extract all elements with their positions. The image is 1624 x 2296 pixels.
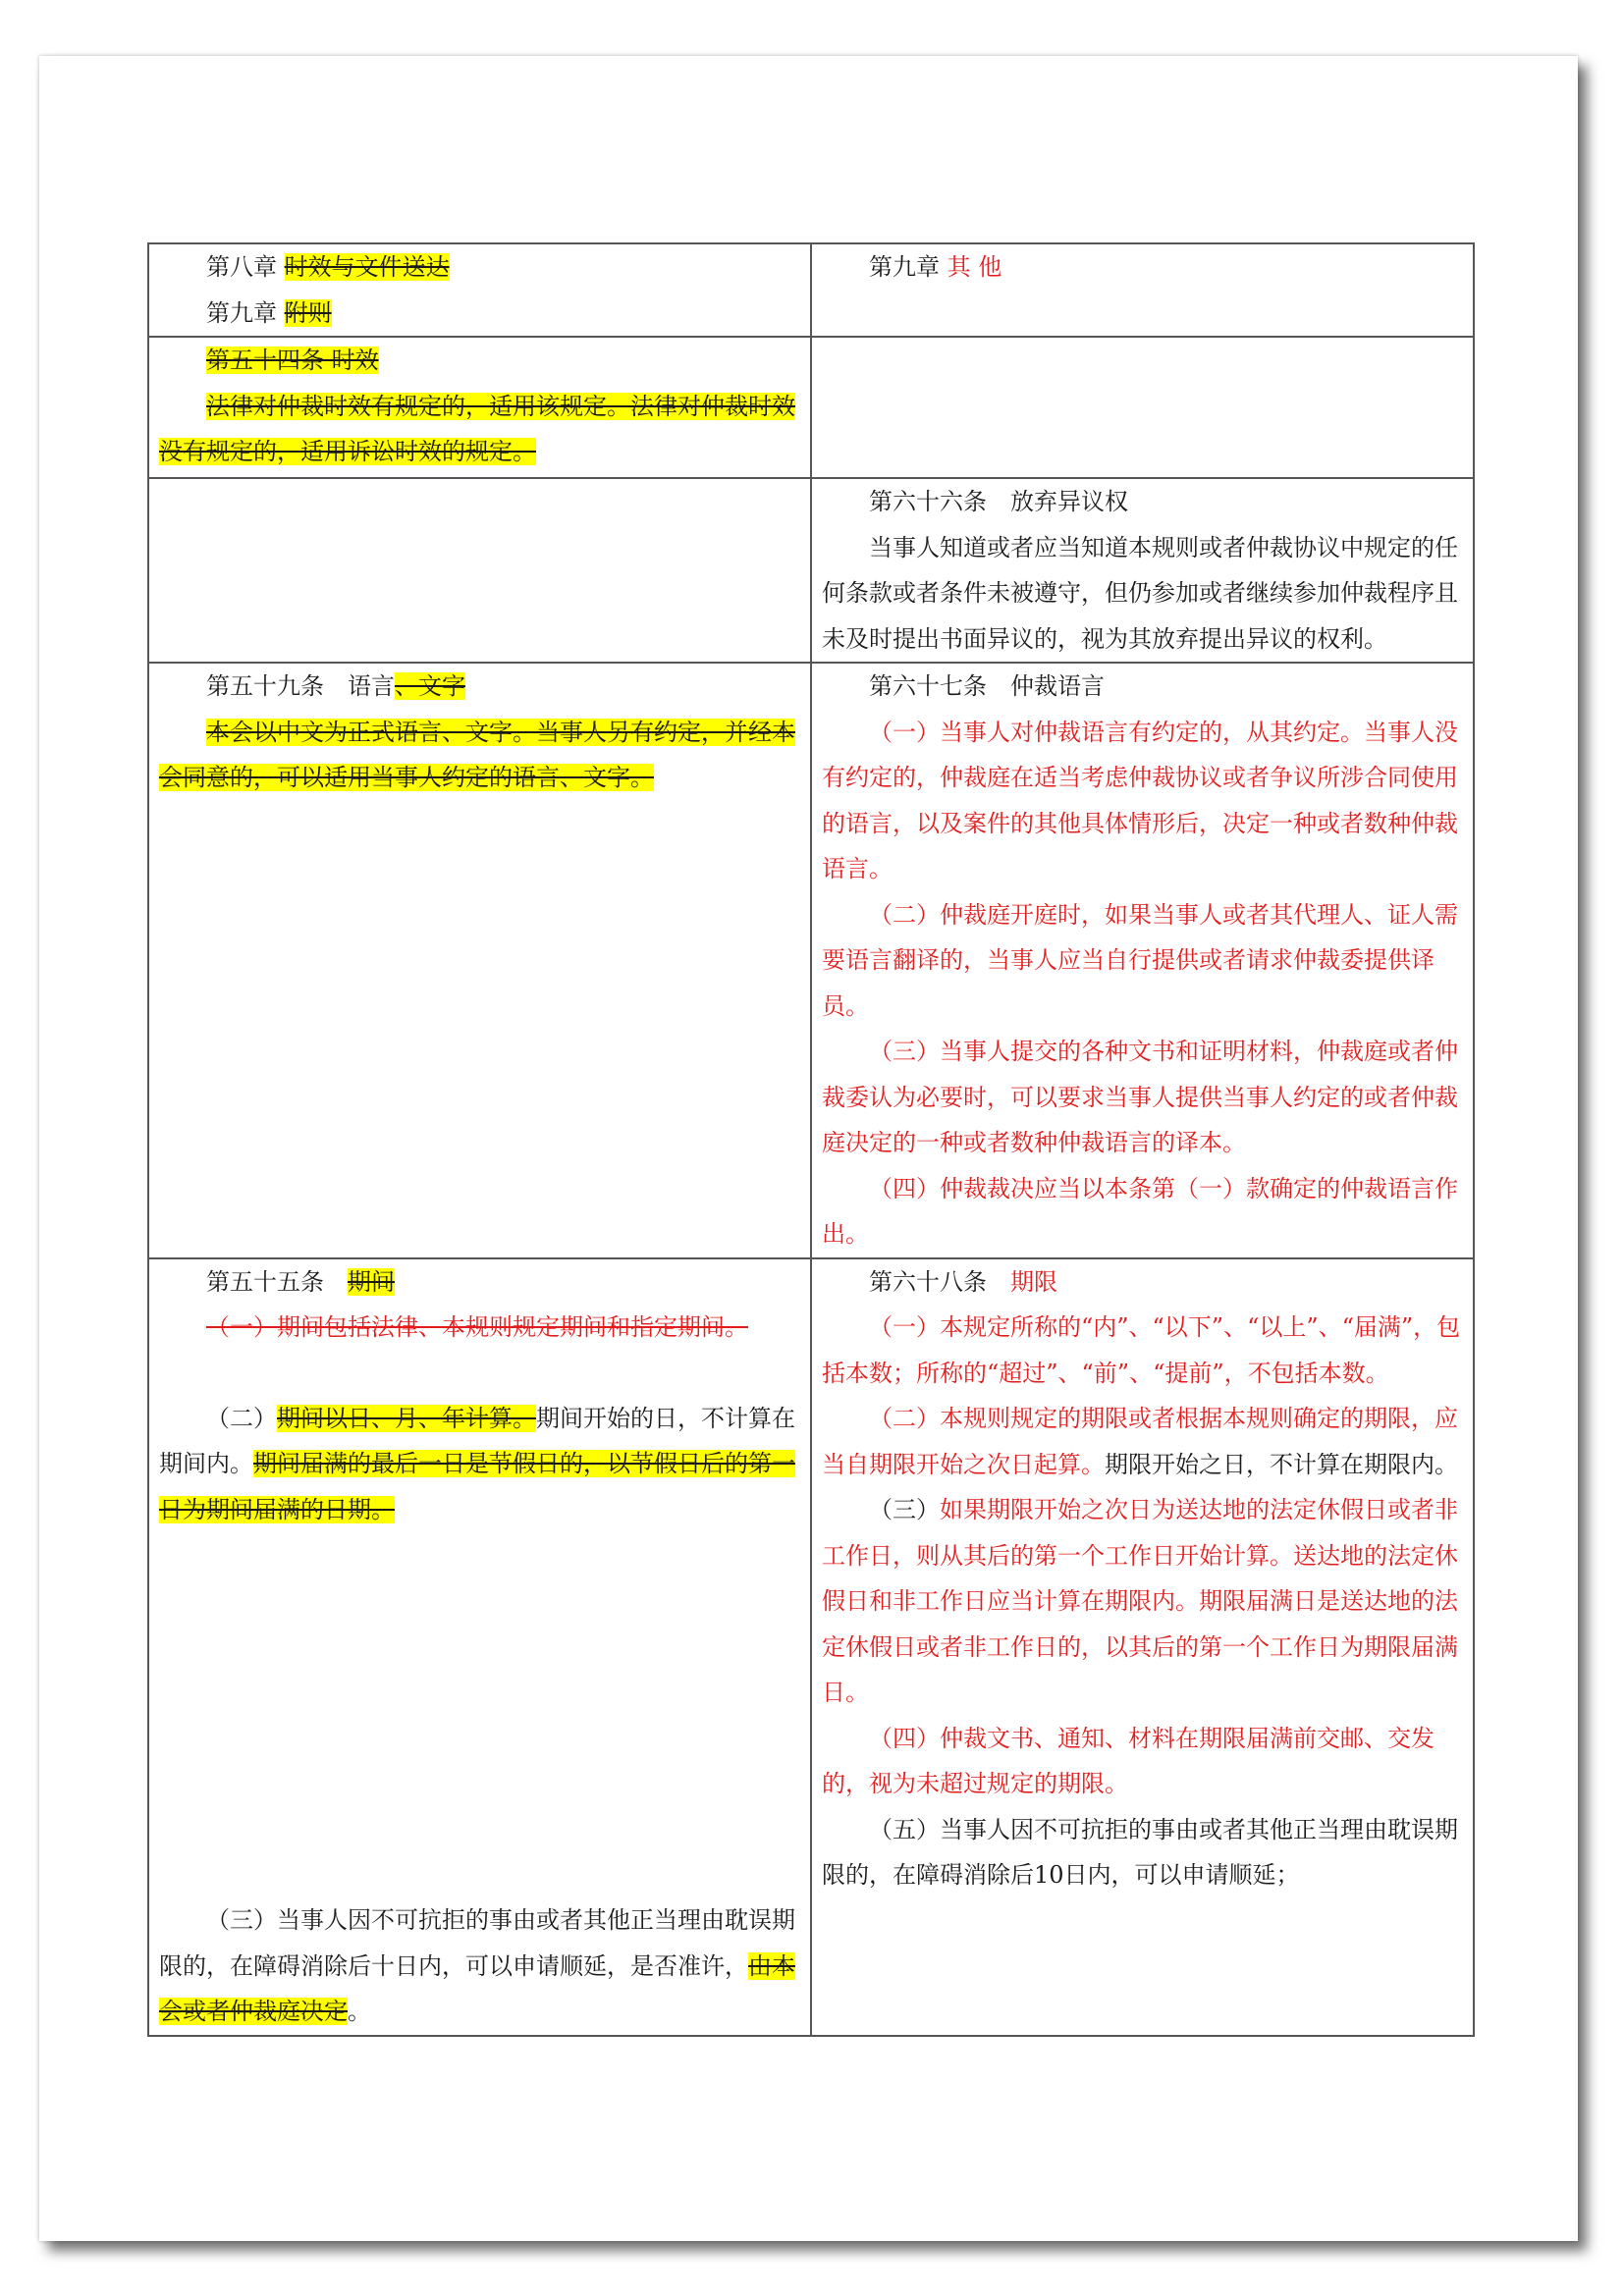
chapter-heading: 第九章 附则 <box>206 298 332 327</box>
article-paragraph: （一）当事人对仲裁语言有约定的，从其约定。当事人没有约定的，仲裁庭在适当考虑仲裁协议或者争议所涉合同使用的语言，以及案件的其他具体情形后，决定一种或者数种仲裁语言。 <box>822 718 1458 882</box>
article-title: 第六十七条 仲裁语言 <box>869 672 1105 700</box>
article-title: 第六十六条 放弃异议权 <box>869 488 1128 515</box>
old-rule-cell <box>148 663 811 1258</box>
new-rule-cell <box>811 337 1474 478</box>
added-text: 期限 <box>1010 1267 1057 1296</box>
article-paragraph: （三）如果期限开始之次日为送达地的法定休假日或者非工作日，则从其后的第一个工作日开始计算。送达地的法定休假日和非工作日应当计算在期限内。期限届满日是送达地的法定休假日或者非工作日的，以其后的第一个工作日为期限届满日。 <box>822 1496 1458 1706</box>
article-paragraph: （二）期间以日、月、年计算。期间开始的日，不计算在期间内。期间届满的最后一日是节假日的，以节假日后的第一日为期间届满的日期。 <box>159 1404 795 1523</box>
deleted-text: 附则 <box>284 298 332 327</box>
old-rule-cell <box>148 1258 811 2036</box>
document-page <box>39 56 1578 2241</box>
article-title: 第五十五条 期间 <box>206 1267 395 1296</box>
new-rule-cell <box>811 478 1474 663</box>
table-row <box>148 337 1474 478</box>
old-rule-cell <box>148 337 811 478</box>
old-rule-cell <box>148 478 811 663</box>
article-paragraph: （二）仲裁庭开庭时，如果当事人或者其代理人、证人需要语言翻译的，当事人应当自行提供或者请求仲裁委提供译员。 <box>822 900 1458 1020</box>
article-paragraph: （四）仲裁文书、通知、材料在期限届满前交邮、交发的，视为未超过规定的期限。 <box>822 1724 1435 1797</box>
table-row <box>148 663 1474 1258</box>
new-rule-cell <box>811 243 1474 337</box>
article-paragraph: （三）当事人提交的各种文书和证明材料，仲裁庭或者仲裁委认为必要时，可以要求当事人提供当事人约定的或者仲裁庭决定的一种或者数种仲裁语言的译本。 <box>822 1038 1458 1156</box>
deleted-text: 期间 <box>348 1267 395 1296</box>
added-text: 其 他 <box>947 253 1002 281</box>
article-title: 第五十四条 时效 <box>206 347 379 374</box>
chapter-heading: 第九章 其 他 <box>869 253 1002 281</box>
article-title: 第五十九条 语言、文字 <box>206 672 465 700</box>
table-row <box>148 478 1474 663</box>
table-row <box>148 243 1474 337</box>
chapter-heading: 第八章 时效与文件送达 <box>206 253 450 281</box>
table-row <box>148 1258 1474 2036</box>
article-paragraph: （三）当事人因不可抗拒的事由或者其他正当理由耽误期限的，在障碍消除后十日内，可以申请顺延，是否准许，由本会或者仲裁庭决定。 <box>159 1906 795 2025</box>
article-body: 本会以中文为正式语言、文字。当事人另有约定，并经本会同意的，可以适用当事人约定的语言、文字。 <box>159 718 795 791</box>
old-rule-cell <box>148 243 811 337</box>
spacer <box>159 1532 800 1897</box>
deleted-text: 时效与文件送达 <box>284 253 450 281</box>
deleted-text: 、文字 <box>395 672 465 700</box>
article-body: 法律对仲裁时效有规定的，适用该规定。法律对仲裁时效没有规定的，适用诉讼时效的规定。 <box>159 392 795 465</box>
article-title: 第六十八条 期限 <box>869 1267 1057 1296</box>
spacer <box>159 1351 800 1396</box>
article-body: 当事人知道或者应当知道本规则或者仲裁协议中规定的任何条款或者条件未被遵守，但仍参加或者继续参加仲裁程序且未及时提出书面异议的，视为其放弃提出异议的权利。 <box>822 533 1458 653</box>
article-paragraph: （五）当事人因不可抗拒的事由或者其他正当理由耽误期限的，在障碍消除后10日内，可以申请顺延； <box>822 1815 1458 1889</box>
article-paragraph: （二）本规则规定的期限或者根据本规则确定的期限，应当自期限开始之次日起算。期限开始之日，不计算在期限内。 <box>822 1405 1458 1478</box>
new-rule-cell <box>811 1258 1474 2036</box>
comparison-table <box>147 242 1475 2037</box>
article-paragraph: （一）期间包括法律、本规则规定期间和指定期间。 <box>206 1313 748 1341</box>
article-paragraph: （四）仲裁裁决应当以本条第（一）款确定的仲裁语言作出。 <box>822 1174 1458 1248</box>
new-rule-cell <box>811 663 1474 1258</box>
article-paragraph: （一）本规定所称的“内”、“以下”、“以上”、“届满”，包括本数；所称的“超过”、“前”、“提前”，不包括本数。 <box>822 1313 1461 1387</box>
